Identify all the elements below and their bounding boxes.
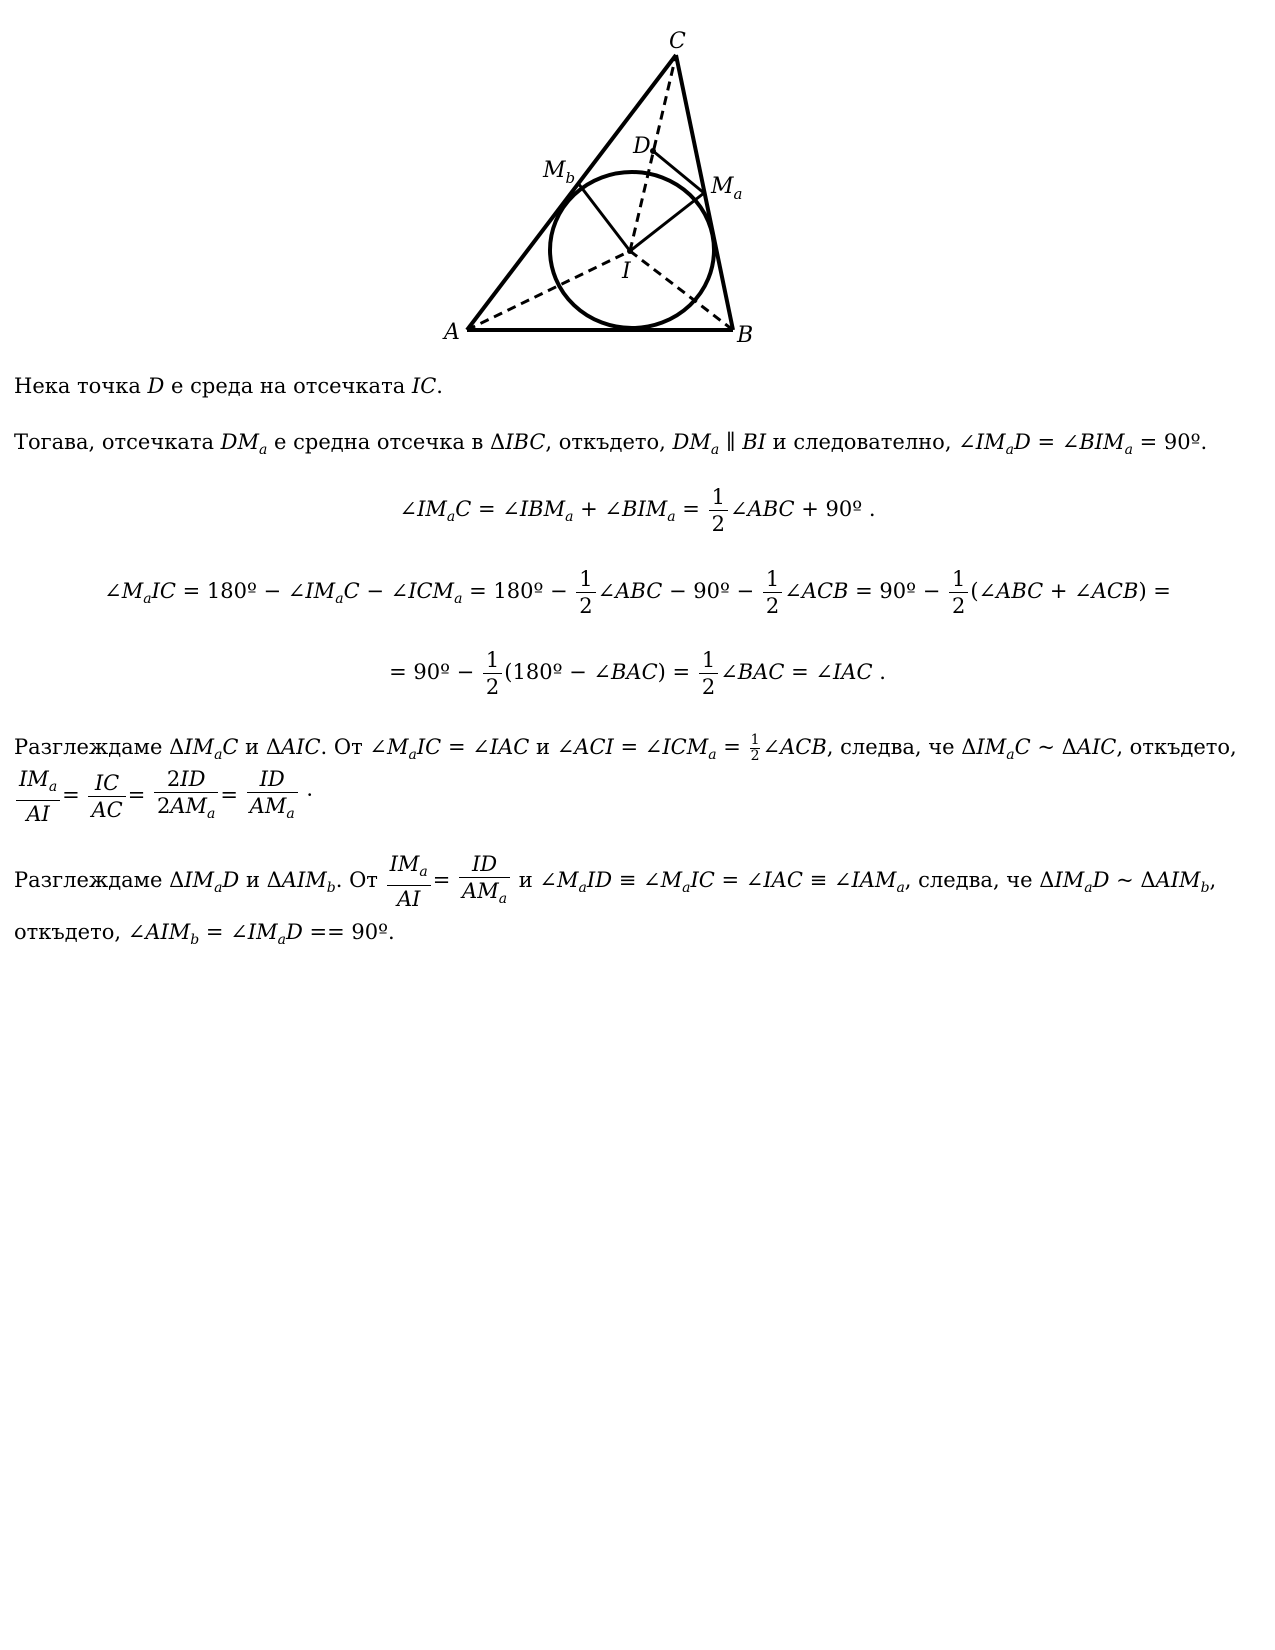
paragraph-5: откъдето, $\angle AIM_b$ = $\angle IM_aD$ == 90º. [14, 920, 395, 948]
label-B: B [737, 323, 754, 348]
label-A: A [444, 320, 460, 345]
paragraph-3: Разглеждаме $\Delta IM_aC$ и ΔAIC. От $\angle M_aIC$ = ∠IAC и ∠ACI = $\angle ICM_a$ = $\frac{1}{2}$ ∠ACB, следва, че $\Delta IM_aC$ ~ ΔAIC, откъдето, [14, 732, 1237, 764]
paragraph-1: Нека точка D е среда на отсечката IC. [14, 374, 443, 398]
paragraph-3-equation: $\frac{IM_a}{AI}$ = $\frac{IC}{AC}$ = $\frac{2ID}{2AM_a}$ = $\frac{ID}{AM_a}$ · [14, 766, 313, 827]
geometry-figure [0, 0, 1275, 370]
paragraph-2: Тогава, отсечката $DM_a$ е средна отсечка в ΔIBC, откъдето, $DM_a$ ∥ BI и следователно, $\angle IM_aD$ = $\angle BIM_a$ = 90º. [14, 430, 1208, 458]
paragraph-4: Разглеждаме $\Delta IM_aD$ и $\Delta AIM_b$. От $\frac{IM_a}{AI}$ = $\frac{ID}{AM_a}$ и $\angle M_aID$ ≡ $\angle M_aIC$ = ∠IAC ≡ $\angle IAM_a$, следва, че $\Delta IM_aD$ ~ $\Delta AIM_b$, [14, 852, 1217, 911]
label-C: C [669, 29, 686, 54]
label-I: I [622, 259, 631, 284]
point-I [627, 248, 633, 254]
segment-I-Mb [578, 183, 630, 251]
equation-1: $\angle IM_aC$ = $\angle IBM_a$ + $\angle BIM_a$ = $\frac{1}{2}$ ∠ABC + 90º . [399, 485, 876, 536]
equation-3: = 90º − $\frac{1}{2}$ (180º − ∠BAC) = $\frac{1}{2}$ ∠BAC = ∠IAC . [389, 648, 886, 699]
label-Mb: $M_b$ [543, 158, 576, 187]
label-D: D [633, 134, 651, 159]
label-Ma: $M_a$ [711, 174, 743, 203]
point-D [650, 148, 656, 154]
equation-2: $\angle M_aIC$ = 180º − $\angle IM_aC$ − $\angle ICM_a$ = 180º − $\frac{1}{2}$ ∠ABC − 90º − $\frac{1}{2}$ ∠ACB = 90º − $\frac{1}{2}$ (∠ABC + ∠ACB) = [104, 567, 1171, 618]
segment-AI [467, 251, 630, 330]
